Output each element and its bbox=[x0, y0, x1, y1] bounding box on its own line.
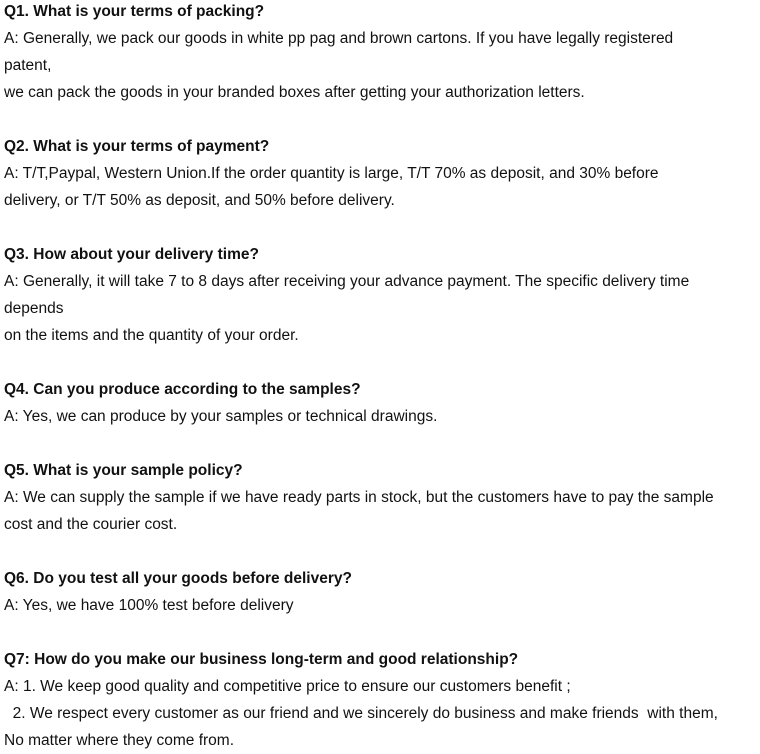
faq-answer-1-line-2: patent, bbox=[4, 57, 52, 74]
faq-question-6: Q6. Do you test all your goods before delivery? bbox=[4, 570, 352, 587]
faq-answer-7-line-1: A: 1. We keep good quality and competitive price to ensure our customers benefit ; bbox=[4, 678, 571, 695]
faq-answer-1-line-3: we can pack the goods in your branded boxes after getting your authorization letters. bbox=[4, 84, 585, 101]
faq-answer-5-line-1: A: We can supply the sample if we have ready parts in stock, but the customers have to pay the sample bbox=[4, 489, 714, 506]
faq-answer-4-line-1: A: Yes, we can produce by your samples or technical drawings. bbox=[4, 408, 438, 425]
faq-answer-7-line-3: No matter where they come from. bbox=[4, 732, 234, 749]
faq-answer-7-line-2: 2. We respect every customer as our friend and we sincerely do business and make friends with them, bbox=[4, 705, 718, 722]
faq-answer-3-line-1: A: Generally, it will take 7 to 8 days after receiving your advance payment. The specific delivery time bbox=[4, 273, 690, 290]
faq-answer-3-line-3: on the items and the quantity of your order. bbox=[4, 327, 299, 344]
faq-question-2: Q2. What is your terms of payment? bbox=[4, 138, 270, 155]
faq-answer-5-line-2: cost and the courier cost. bbox=[4, 516, 178, 533]
faq-question-3: Q3. How about your delivery time? bbox=[4, 246, 259, 263]
faq-answer-2-line-1: A: T/T,Paypal, Western Union.If the order quantity is large, T/T 70% as deposit, and 30% before bbox=[4, 165, 659, 182]
faq-question-5: Q5. What is your sample policy? bbox=[4, 462, 243, 479]
faq-answer-6-line-1: A: Yes, we have 100% test before delivery bbox=[4, 597, 294, 614]
faq-question-4: Q4. Can you produce according to the samples? bbox=[4, 381, 361, 398]
faq-question-1: Q1. What is your terms of packing? bbox=[4, 3, 265, 20]
faq-answer-2-line-2: delivery, or T/T 50% as deposit, and 50% before delivery. bbox=[4, 192, 395, 209]
faq-answer-3-line-2: depends bbox=[4, 300, 64, 317]
faq-answer-1-line-1: A: Generally, we pack our goods in white pp pag and brown cartons. If you have legally registered bbox=[4, 30, 674, 47]
faq-question-7: Q7: How do you make our business long-term and good relationship? bbox=[4, 651, 519, 668]
